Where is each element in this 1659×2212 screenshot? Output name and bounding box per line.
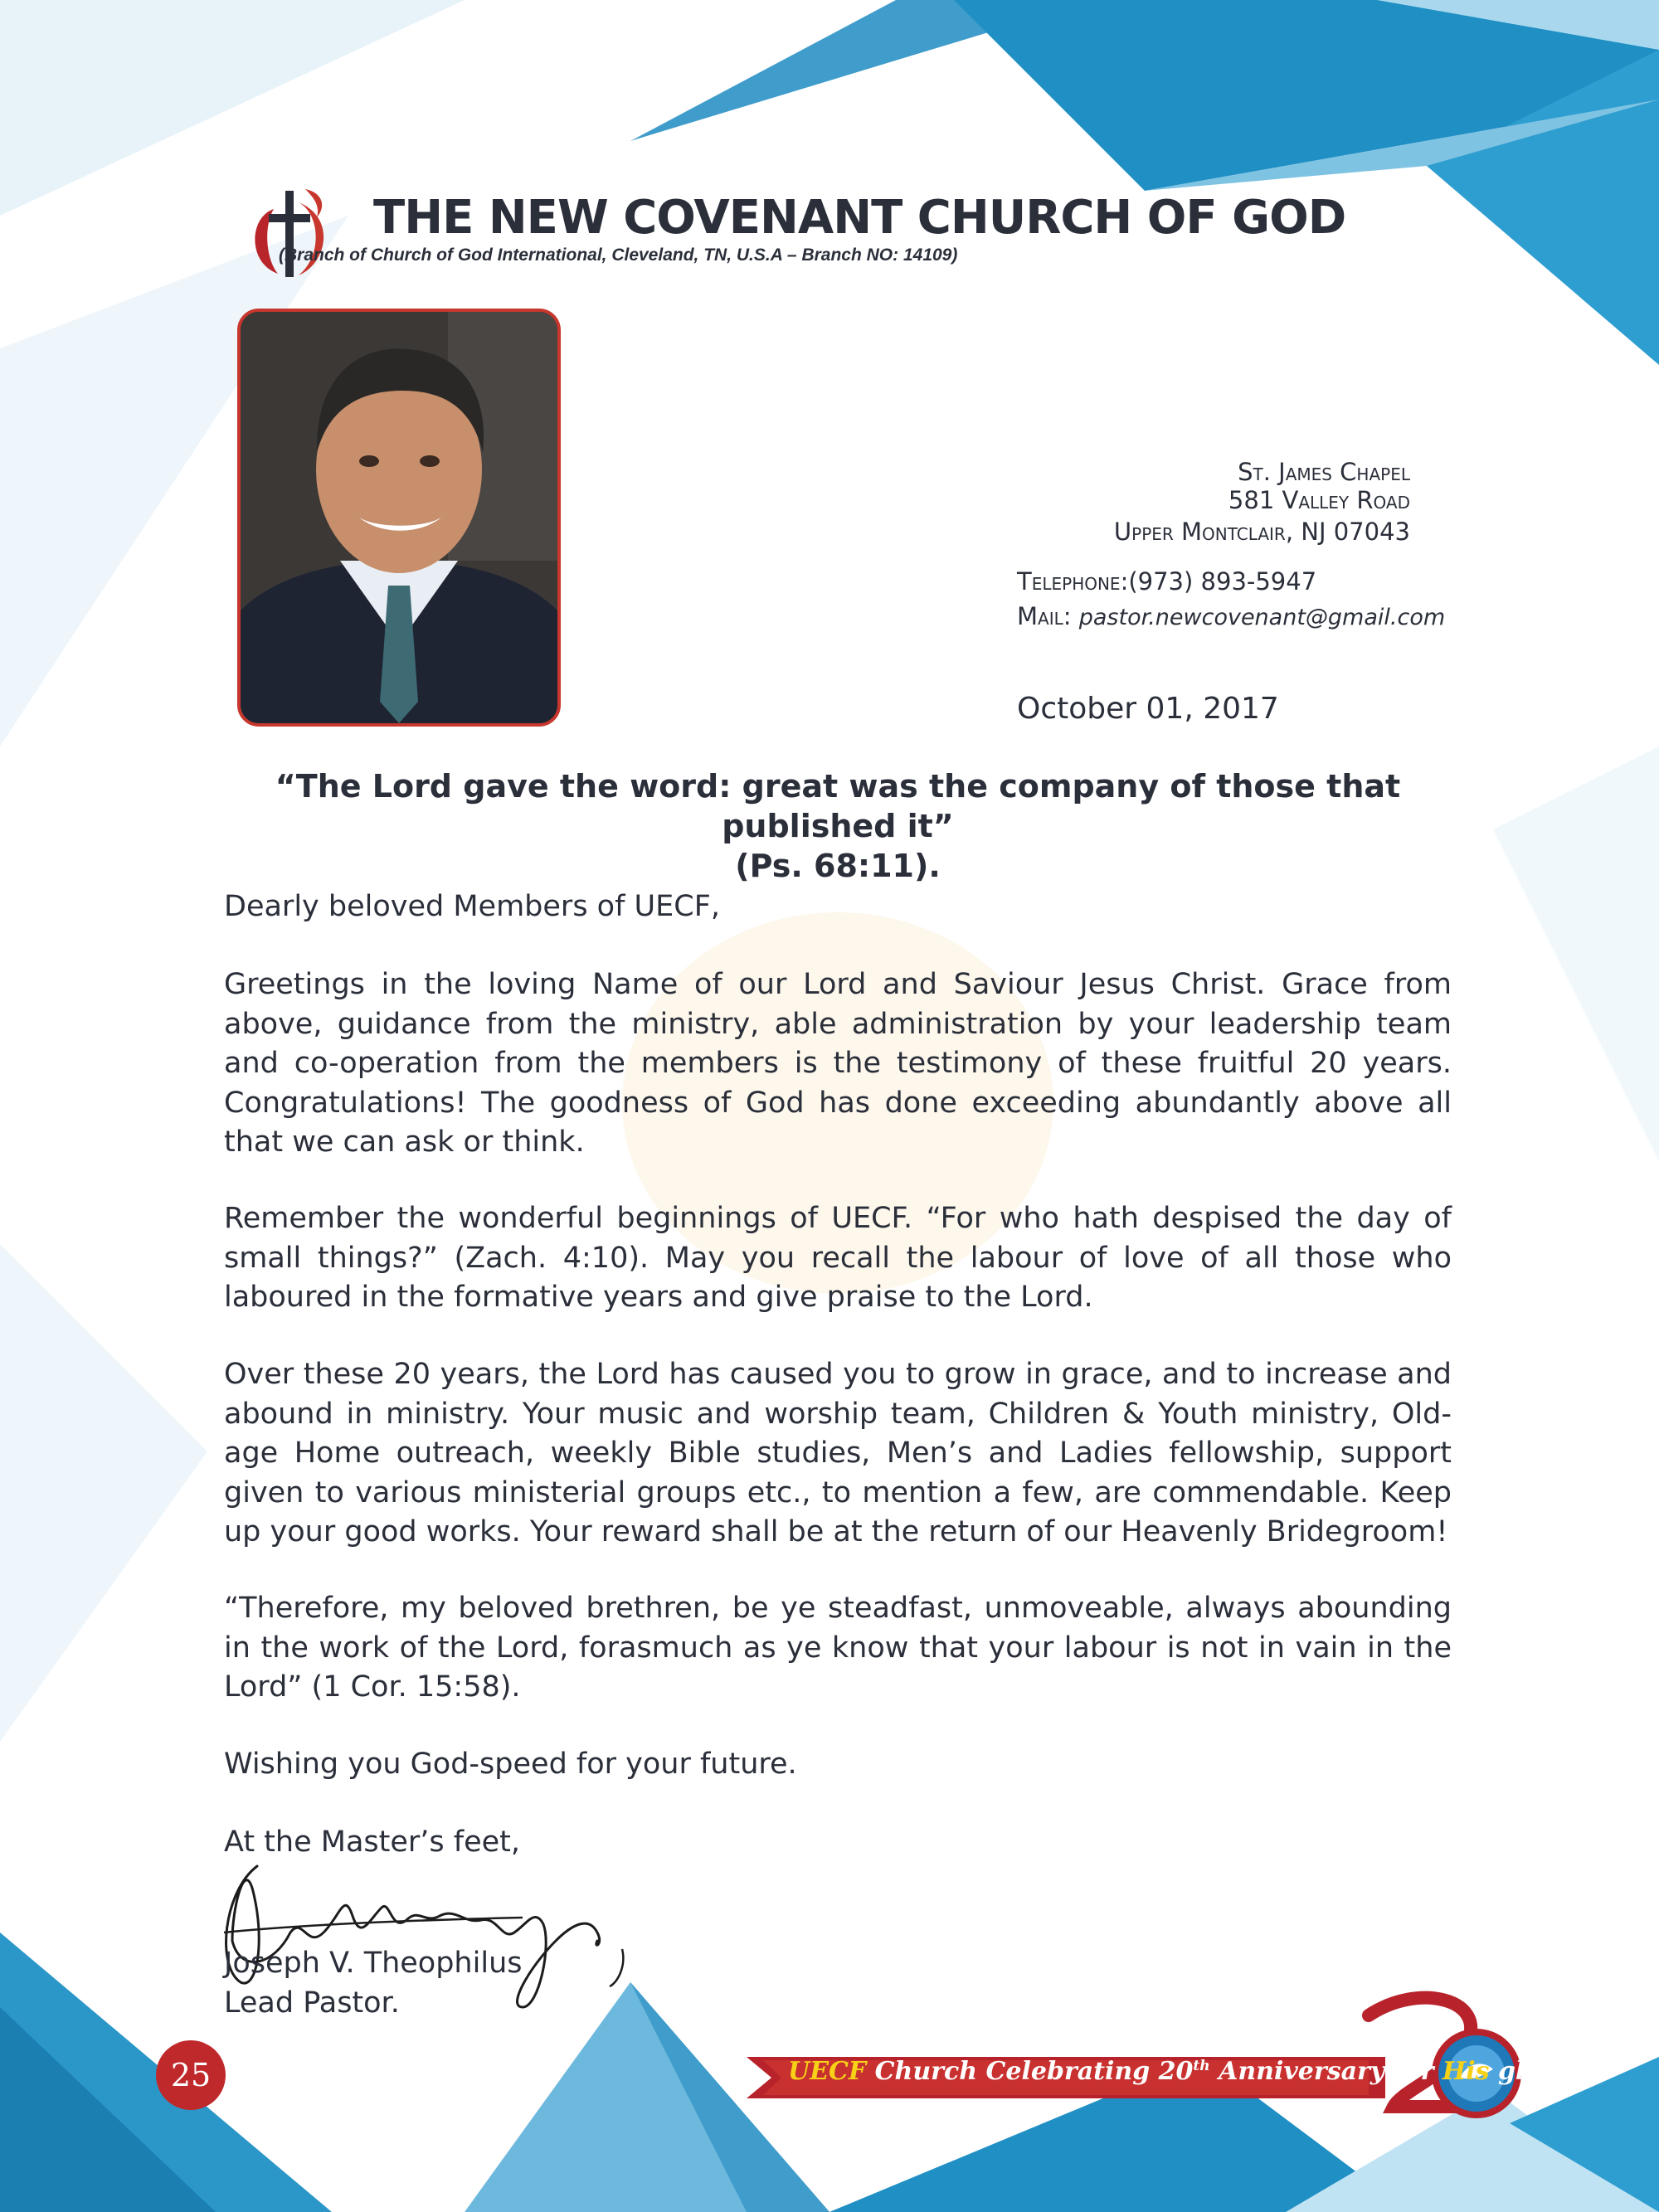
telephone-label: Telephone: xyxy=(1017,567,1129,596)
pastor-portrait-photo xyxy=(237,309,561,727)
address-line-3: Upper Montclair, NJ 07043 xyxy=(1113,518,1410,546)
paragraph-2: Remember the wonderful beginnings of UECF. “For who hath despised the day of small things?” (Zach. 4:10). May you recall the labour of love of all those who laboured in the formative years and give praise to the Lord. xyxy=(224,1202,1452,1314)
banner-uecf: UECF xyxy=(788,2057,867,2086)
telephone-line xyxy=(1017,567,1316,596)
portrait-illustration xyxy=(241,312,557,723)
signer-name: Joseph V. Theophilus xyxy=(224,1947,523,1980)
cross-flame-logo-icon xyxy=(241,184,348,284)
paragraph-1: Greetings in the loving Name of our Lord and Saviour Jesus Christ. Grace from above, guidance from the ministry, able administration by your leadership team and co-operation from the members is the testimony of these fruitful 20 years. Congratulations! The goodness of God has done exceeding abundantly above all that we can ask or think. xyxy=(224,968,1452,1159)
banner-text-3: glory xyxy=(1489,2057,1569,2086)
signer-title: Lead Pastor. xyxy=(224,1986,400,2020)
page-number-badge: 25 xyxy=(156,2040,226,2110)
paragraph-4: “Therefore, my beloved brethren, be ye steadfast, unmoveable, always abounding in the work of the Lord, forasmuch as ye know that your labour is not in vain in the Lord” (1 Cor. 15:58). xyxy=(224,1592,1452,1704)
banner-his: His xyxy=(1442,2057,1490,2086)
verse-line-1: “The Lord gave the word: great was the company of those that published it” xyxy=(275,768,1401,844)
closing-line: At the Master’s feet, xyxy=(224,1826,520,1859)
address-line-2: 581 Valley Road xyxy=(1228,486,1410,514)
church-name: THE NEW COVENANT CHURCH OF GOD xyxy=(373,191,1346,245)
letter-date: October 01, 2017 xyxy=(1017,692,1279,726)
banner-text-1: Church Celebrating 20 xyxy=(866,2057,1194,2086)
signer-block xyxy=(224,1944,523,2023)
telephone-value: (973) 893-5947 xyxy=(1128,567,1317,596)
salutation: Dearly beloved Members of UECF, xyxy=(224,890,720,923)
mail-label: Mail: xyxy=(1017,602,1072,630)
church-logo-block xyxy=(241,184,1369,284)
anniversary-banner-text xyxy=(788,2057,1569,2086)
opening-verse xyxy=(224,766,1452,886)
mail-line xyxy=(1017,602,1445,630)
address-line-1: St. James Chapel xyxy=(1238,458,1410,486)
mail-value: pastor.newcovenant@gmail.com xyxy=(1078,605,1446,630)
church-branch-line: (Branch of Church of God International, Cleveland, TN, U.S.A – Branch NO: 14109) xyxy=(279,246,958,265)
paragraph-5: Wishing you God-speed for your future. xyxy=(224,1748,797,1781)
banner-superscript: th xyxy=(1193,2058,1210,2074)
paragraph-3: Over these 20 years, the Lord has caused you to grow in grace, and to increase and abound in ministry. Your music and worship team, Children & Youth ministry, Old-age Home outreach, weekly Bible studies, Men’s and Ladies fellowship, support given to various ministerial groups etc., to mention a few, are commendable. Keep up your good works. Your reward shall be at the return of our Heavenly Bridegroom! xyxy=(224,1358,1452,1548)
verse-line-2: (Ps. 68:11). xyxy=(735,848,941,884)
banner-text-2: Anniversary for xyxy=(1209,2057,1443,2086)
